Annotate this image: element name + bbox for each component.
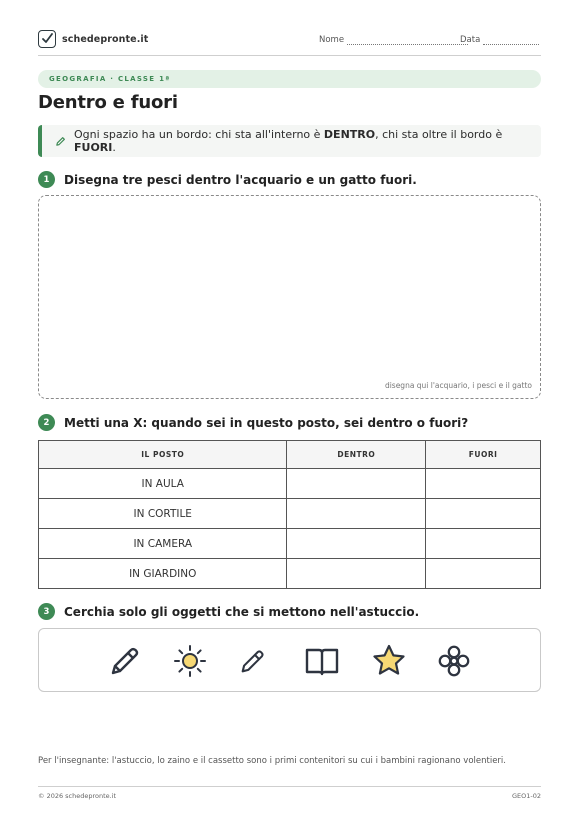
table-row [39, 559, 541, 589]
question-1 [38, 171, 417, 188]
place-cell: IN CORTILE [39, 499, 287, 529]
outside-checkbox-cell[interactable] [426, 529, 541, 559]
question-3 [38, 603, 419, 620]
drawing-hint: disegna qui l'acquario, i pesci e il gatto [384, 381, 532, 390]
brand [38, 30, 148, 48]
column-header-place: IL POSTO [39, 441, 287, 469]
inside-checkbox-cell[interactable] [287, 469, 426, 499]
callout-strong-dentro: DENTRO [323, 128, 376, 141]
places-table [38, 440, 541, 589]
inside-checkbox-cell[interactable] [287, 529, 426, 559]
question-number: 3 [38, 603, 55, 620]
sun-icon[interactable] [172, 643, 208, 679]
date-label: Data [460, 35, 481, 45]
callout-text: Ogni spazio ha un bordo: chi sta all'interno è DENTRO, chi sta oltre il bordo è FUORI. [74, 128, 503, 154]
question-number: 2 [38, 414, 55, 431]
table-row [39, 469, 541, 499]
question-text: Metti una X: quando sei in questo posto, sei dentro o fuori? [64, 415, 469, 430]
drawing-area[interactable] [38, 195, 541, 399]
info-callout [38, 125, 541, 157]
table-row [39, 529, 541, 559]
page-title: Dentro e fuori [38, 92, 178, 113]
outside-checkbox-cell[interactable] [426, 469, 541, 499]
question-text: Disegna tre pesci dentro l'acquario e un gatto fuori. [64, 172, 417, 187]
name-field[interactable] [319, 35, 468, 45]
place-cell: IN CAMERA [39, 529, 287, 559]
copyright: © 2026 schedepronte.it [38, 792, 117, 800]
book-icon[interactable] [304, 643, 340, 679]
star-icon[interactable] [371, 643, 407, 679]
worksheet-code: GEO1-02 [511, 792, 541, 800]
checkbox-logo-icon [38, 30, 56, 48]
objects-box [38, 628, 541, 692]
outside-checkbox-cell[interactable] [426, 499, 541, 529]
subject-tag: GEOGRAFIA · CLASSE 1ª [38, 70, 541, 88]
inside-checkbox-cell[interactable] [287, 559, 426, 589]
teacher-note: Per l'insegnante: l'astuccio, lo zaino e il cassetto sono i primi contenitori su cui i bambini ragionano volentieri. [38, 756, 506, 766]
pencil-icon[interactable] [235, 643, 271, 679]
callout-strong-fuori: FUORI [74, 141, 113, 154]
column-header-inside: DENTRO [287, 441, 426, 469]
name-label: Nome [319, 35, 345, 45]
column-header-outside: FUORI [426, 441, 541, 469]
outside-checkbox-cell[interactable] [426, 559, 541, 589]
place-cell: IN GIARDINO [39, 559, 287, 589]
place-cell: IN AULA [39, 469, 287, 499]
brand-name: schedepronte.it [62, 33, 149, 45]
pencil-icon[interactable] [107, 643, 143, 679]
date-line[interactable] [483, 36, 539, 45]
table-row [39, 499, 541, 529]
question-text: Cerchia solo gli oggetti che si mettono nell'astuccio. [64, 604, 420, 619]
pencil-icon [55, 136, 66, 147]
flower-icon[interactable] [436, 643, 472, 679]
question-2 [38, 414, 468, 431]
date-field[interactable] [460, 35, 539, 45]
page-footer [38, 786, 541, 800]
page-header [38, 30, 541, 56]
table-header-row [39, 441, 541, 469]
name-line[interactable] [347, 36, 468, 45]
question-number: 1 [38, 171, 55, 188]
inside-checkbox-cell[interactable] [287, 499, 426, 529]
